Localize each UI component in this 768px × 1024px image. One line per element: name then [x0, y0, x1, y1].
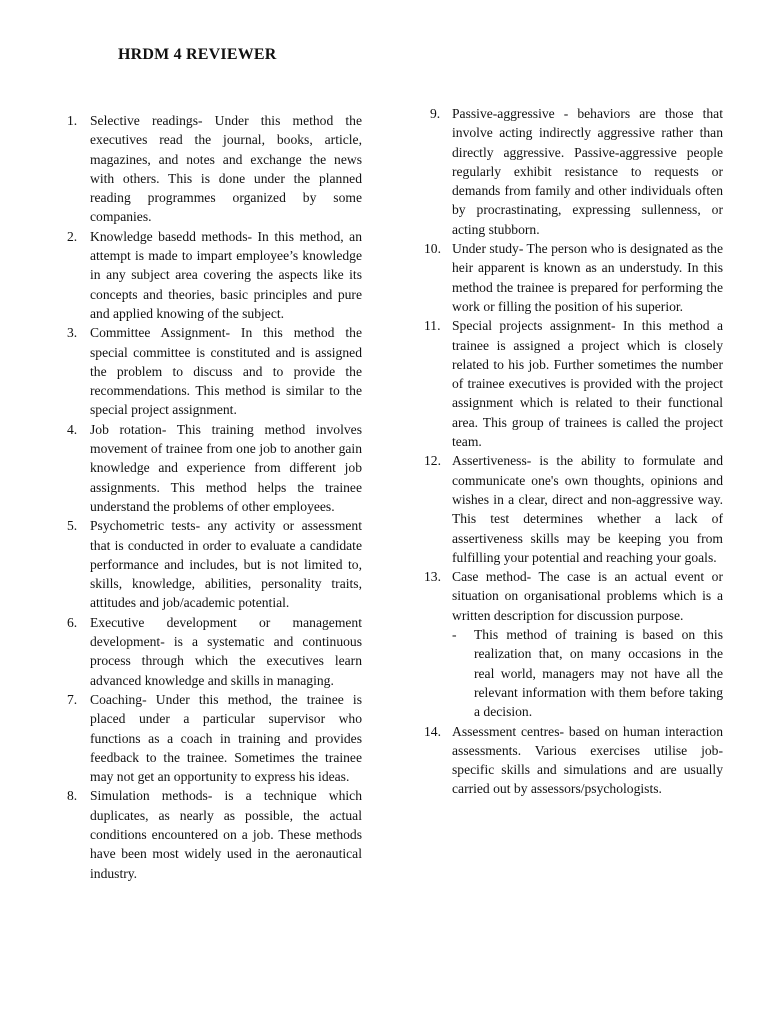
item-text: Special projects assignment- In this method a trainee is assigned a project which is closely related to his job. Further sometimes the number of trainee executives is provided with the project assignment which is related to their functional area. This group of trainees is called the project team. — [452, 318, 723, 450]
item-number: 14. — [424, 723, 441, 739]
list-item — [424, 316, 723, 451]
item-number: 5. — [67, 518, 78, 534]
item-text: Coaching- Under this method, the trainee is placed under a particular supervisor who functions as a coach in training and provides feedback to the trainee. Sometimes the trainee may not get an opportunity to express his ideas. — [90, 691, 362, 785]
item-text: Job rotation- This training method involves movement of trainee from one job to another gain knowledge and experience from different job assignments. This method helps the trainee understand the problems of other employees. — [90, 421, 362, 514]
item-number: 6. — [67, 614, 78, 630]
item-text: Assessment centres- based on human interaction assessments. Various exercises utilise job-specific skills and simulations and are usually carried out by assessors/psychologists. — [452, 723, 723, 797]
list-item — [424, 451, 723, 567]
list-item — [62, 516, 362, 612]
item-number: 10. — [424, 241, 441, 257]
list-item — [62, 786, 362, 882]
list-item — [62, 690, 362, 786]
item-text: Assertiveness- is the ability to formulate and communicate one's own thoughts, opinions and wishes in a clear, direct and non-aggressive way. This test determines whether a lack of assertiveness skills may be keeping you from fulfilling your potential and reaching your goals. — [452, 453, 723, 565]
list-item — [424, 104, 723, 239]
item-number: 3. — [67, 325, 78, 341]
item-text: Psychometric tests- any activity or assessment that is conducted in order to evaluate a candidate performance and includes, but is not limited to, skills, knowledge, abilities, personality traits, attitudes and job/academic potential. — [90, 518, 362, 611]
list-item — [62, 227, 362, 323]
item-number: 8. — [67, 788, 78, 804]
item-number: 1. — [67, 113, 78, 128]
list-item — [62, 613, 362, 690]
dash-bullet: - — [452, 627, 457, 643]
list-item — [62, 420, 362, 516]
list-item — [424, 239, 723, 316]
list-item — [62, 323, 362, 419]
item-text: Executive development or management development- is a systematic and continuous process through which the executives learn advanced knowledge and skills in managing. — [90, 614, 362, 688]
item-text: Simulation methods- is a technique which duplicates, as nearly as possible, the actual conditions encountered on a job. These methods have been most widely used in the aeronautical industry. — [90, 788, 362, 881]
item-text: Under study- The person who is designated as the heir apparent is known as an understudy. In this method the trainee is prepared for performing the work or filling the position of his superior. — [452, 241, 723, 314]
item-number: 7. — [67, 691, 78, 707]
item-number: 2. — [67, 228, 78, 244]
sub-bullet — [452, 625, 723, 721]
item-text: Passive-aggressive - behaviors are those that involve acting indirectly aggressive rather than directly aggressive. Passive-aggressive people regularly exhibit resistance to requests or demands from family and other individuals often by procrastinating, expressing sullenness, or acting stubborn. — [452, 106, 723, 237]
list-item — [424, 567, 723, 625]
item-text: Committee Assignment- In this method the special committee is constituted and is assigned the problem to discuss and to provide the recommendations. This method is similar to the special project assignment. — [90, 325, 362, 418]
item-text: Case method- The case is an actual event or situation on organisational problems which is a written description for discussion purpose. — [452, 569, 723, 623]
item-text: Selective readings- Under this method the executives read the journal, books, article, magazines, and notes and exchange the news with others. This is done under the planned reading programmes organized by some companies. — [90, 113, 362, 225]
list-item — [62, 111, 362, 227]
item-number: 11. — [424, 318, 441, 334]
item-number: 13. — [424, 569, 441, 585]
item-text: Knowledge basedd methods- In this method, an attempt is made to impart employee’s knowledge in any subject area covering the aspects like its concepts and theories, basic principles and pure and applied knowing of the subject. — [90, 228, 362, 321]
item-number: 12. — [424, 453, 441, 469]
item-number: 9. — [430, 106, 441, 121]
left-column — [62, 111, 362, 883]
item-number: 4. — [67, 421, 78, 437]
right-column — [424, 104, 723, 799]
list-item — [424, 722, 723, 799]
page-title: HRDM 4 REVIEWER — [118, 46, 277, 63]
sub-bullet-text: This method of training is based on this realization that, on many occasions in the real world, managers may not have all the relevant information with them before taking a decision. — [474, 627, 723, 720]
